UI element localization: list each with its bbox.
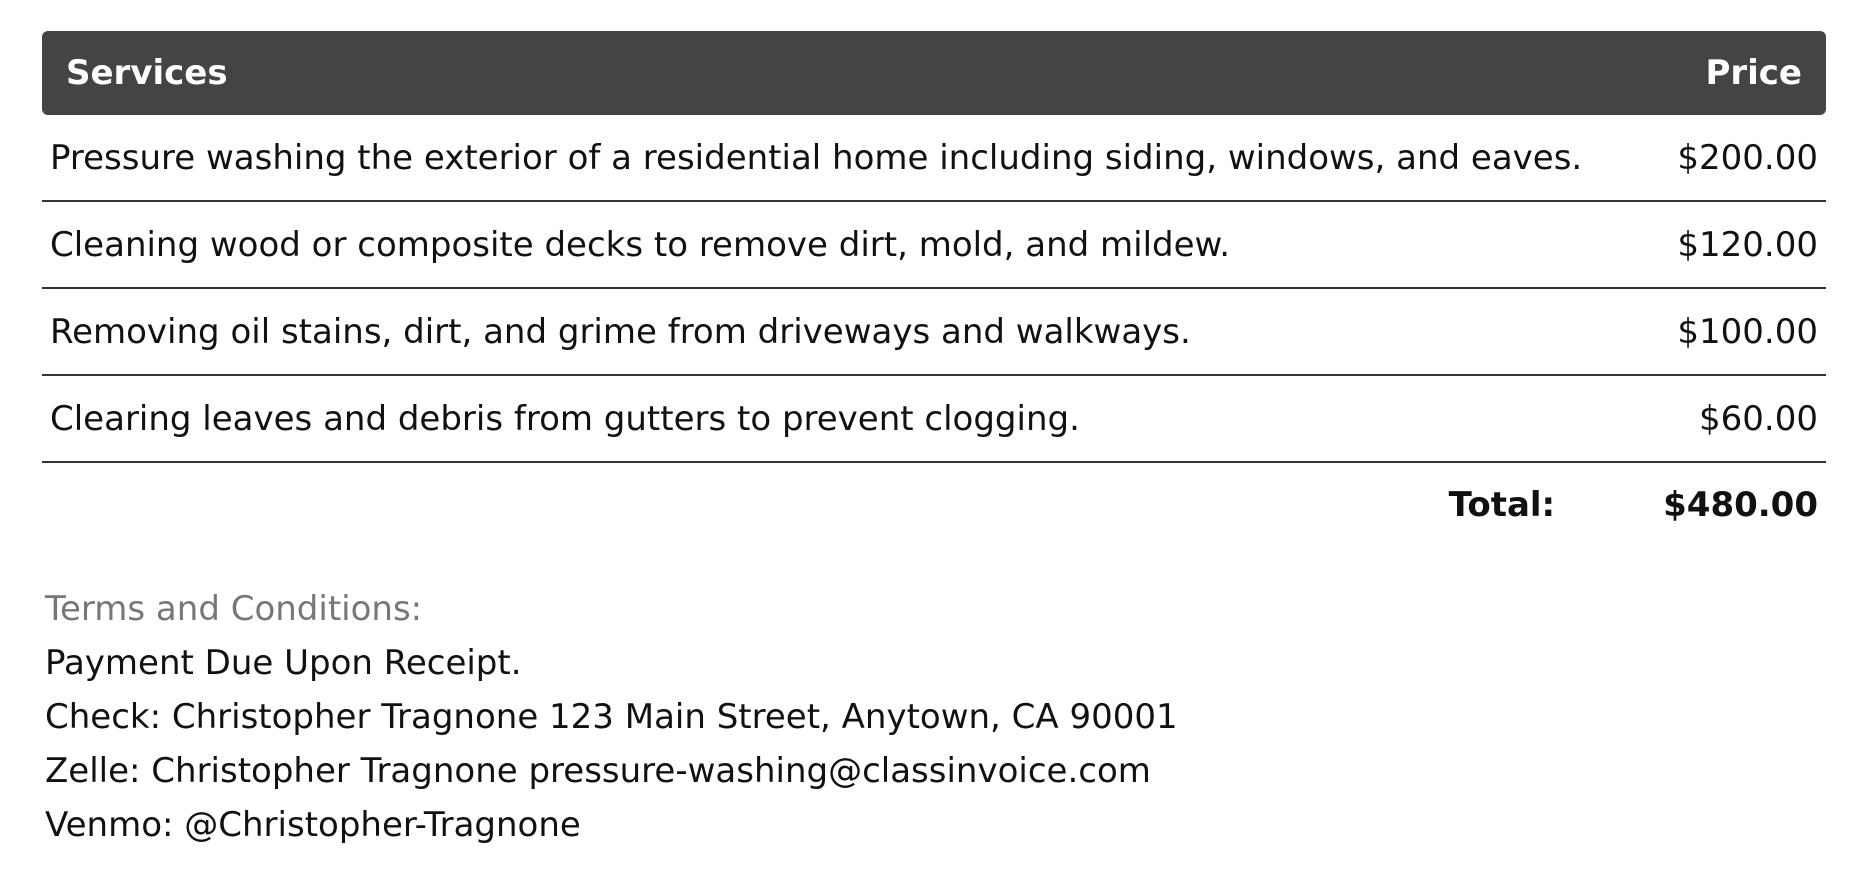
service-description: Cleaning wood or composite decks to remove dirt, mold, and mildew.	[50, 224, 1231, 265]
service-price: $200.00	[1677, 137, 1818, 178]
total-value: $480.00	[1663, 485, 1818, 525]
total-row	[42, 463, 1826, 547]
table-row	[42, 115, 1826, 202]
table-row	[42, 202, 1826, 289]
services-table	[42, 31, 1826, 547]
table-row	[42, 289, 1826, 376]
zelle-payment-text: Zelle: Christopher Tragnone pressure-washing@classinvoice.com	[45, 751, 1151, 791]
terms-title: Terms and Conditions:	[45, 589, 423, 629]
service-price: $120.00	[1677, 224, 1818, 265]
payment-due-text: Payment Due Upon Receipt.	[45, 643, 522, 683]
table-header	[42, 31, 1826, 115]
service-description: Removing oil stains, dirt, and grime from driveways and walkways.	[50, 311, 1191, 352]
terms-and-conditions	[45, 582, 1178, 852]
price-column-header: Price	[1705, 53, 1802, 93]
check-payment-text: Check: Christopher Tragnone 123 Main Street, Anytown, CA 90001	[45, 697, 1178, 737]
service-description: Clearing leaves and debris from gutters to prevent clogging.	[50, 398, 1080, 439]
services-column-header: Services	[66, 53, 228, 93]
venmo-payment-text: Venmo: @Christopher-Tragnone	[45, 805, 581, 845]
total-label: Total:	[1448, 485, 1556, 525]
table-row	[42, 376, 1826, 463]
service-price: $100.00	[1677, 311, 1818, 352]
service-price: $60.00	[1699, 398, 1818, 439]
service-description: Pressure washing the exterior of a residential home including siding, windows, and eaves.	[50, 137, 1583, 178]
